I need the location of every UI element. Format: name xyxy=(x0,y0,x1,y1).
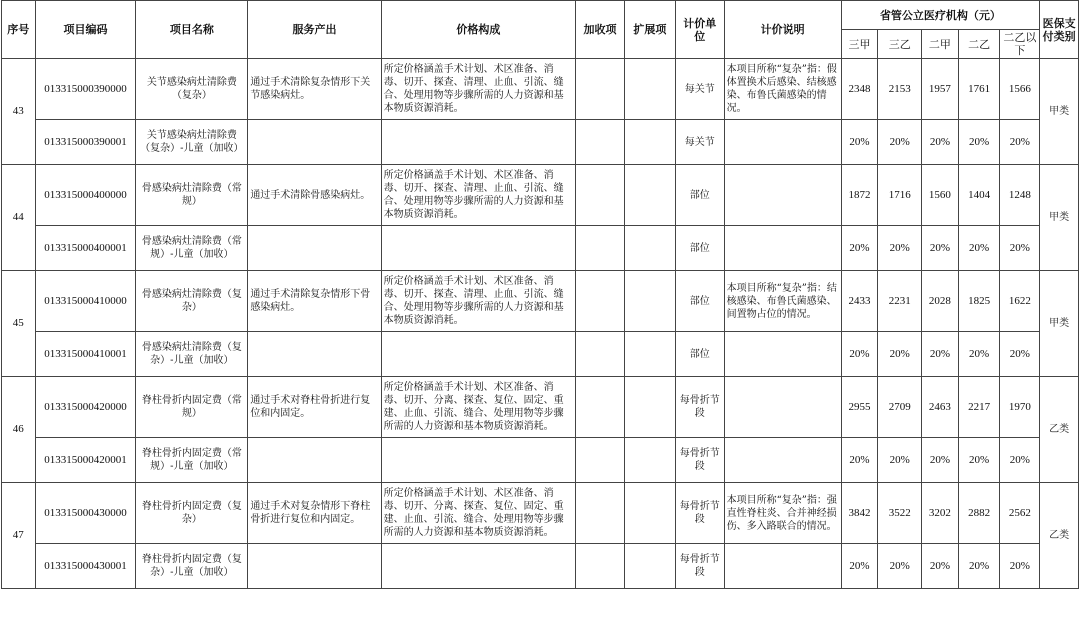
output-cell: 通过手术对脊柱骨折进行复位和内固定。 xyxy=(248,377,381,438)
name-cell: 骨感染病灶清除费（常规） xyxy=(136,165,248,226)
expansion-cell xyxy=(624,544,675,589)
note-cell xyxy=(724,332,841,377)
unit-cell: 部位 xyxy=(675,332,724,377)
code-cell: 013315000420001 xyxy=(35,438,136,483)
code-cell: 013315000400000 xyxy=(35,165,136,226)
unit-cell: 每关节 xyxy=(675,120,724,165)
price-level-4: 20% xyxy=(958,226,1000,271)
unit-cell: 每骨折节段 xyxy=(675,483,724,544)
price-level-2: 20% xyxy=(878,332,922,377)
extra-cell xyxy=(576,483,625,544)
output-cell: 通过手术清除骨感染病灶。 xyxy=(248,165,381,226)
name-cell: 关节感染病灶清除费（复杂）-儿童（加收） xyxy=(136,120,248,165)
price-level-1: 20% xyxy=(841,438,878,483)
header-output: 服务产出 xyxy=(248,1,381,59)
output-cell: 通过手术清除复杂情形下关节感染病灶。 xyxy=(248,59,381,120)
output-cell xyxy=(248,226,381,271)
table-row xyxy=(2,59,1079,120)
name-cell: 骨感染病灶清除费（复杂） xyxy=(136,271,248,332)
price-level-2: 20% xyxy=(878,544,922,589)
header-level-3: 二甲 xyxy=(922,30,959,59)
price-level-4: 2882 xyxy=(958,483,1000,544)
expansion-cell xyxy=(624,438,675,483)
seq-cell: 46 xyxy=(2,377,36,483)
insurance-cell: 乙类 xyxy=(1040,377,1079,483)
header-level-1: 三甲 xyxy=(841,30,878,59)
composition-cell xyxy=(381,120,575,165)
price-level-5: 1970 xyxy=(1000,377,1040,438)
price-level-3: 20% xyxy=(922,120,959,165)
header-level-5: 二乙以下 xyxy=(1000,30,1040,59)
price-level-5: 2562 xyxy=(1000,483,1040,544)
composition-cell xyxy=(381,438,575,483)
code-cell: 013315000430000 xyxy=(35,483,136,544)
table-row xyxy=(2,226,1079,271)
price-level-2: 20% xyxy=(878,120,922,165)
seq-cell: 45 xyxy=(2,271,36,377)
unit-cell: 每骨折节段 xyxy=(675,438,724,483)
price-level-1: 2433 xyxy=(841,271,878,332)
price-level-2: 2231 xyxy=(878,271,922,332)
name-cell: 脊柱骨折内固定费（常规）-儿童（加收） xyxy=(136,438,248,483)
extra-cell xyxy=(576,544,625,589)
header-note: 计价说明 xyxy=(724,1,841,59)
expansion-cell xyxy=(624,226,675,271)
code-cell: 013315000390000 xyxy=(35,59,136,120)
header-row-top xyxy=(2,1,1079,30)
header-insurance: 医保支付类别 xyxy=(1040,1,1079,59)
output-cell xyxy=(248,332,381,377)
extra-cell xyxy=(576,226,625,271)
extra-cell xyxy=(576,438,625,483)
price-level-5: 20% xyxy=(1000,544,1040,589)
price-level-5: 20% xyxy=(1000,226,1040,271)
code-cell: 013315000390001 xyxy=(35,120,136,165)
seq-cell: 47 xyxy=(2,483,36,589)
composition-cell xyxy=(381,226,575,271)
price-level-1: 20% xyxy=(841,226,878,271)
price-level-4: 20% xyxy=(958,120,1000,165)
price-level-3: 2028 xyxy=(922,271,959,332)
header-level-2: 三乙 xyxy=(878,30,922,59)
header-level-4: 二乙 xyxy=(958,30,1000,59)
price-level-4: 2217 xyxy=(958,377,1000,438)
price-level-3: 20% xyxy=(922,226,959,271)
price-level-1: 20% xyxy=(841,120,878,165)
unit-cell: 每关节 xyxy=(675,59,724,120)
price-level-3: 1560 xyxy=(922,165,959,226)
code-cell: 013315000400001 xyxy=(35,226,136,271)
price-level-2: 1716 xyxy=(878,165,922,226)
extra-cell xyxy=(576,271,625,332)
insurance-cell: 甲类 xyxy=(1040,59,1079,165)
expansion-cell xyxy=(624,271,675,332)
name-cell: 脊柱骨折内固定费（复杂）-儿童（加收） xyxy=(136,544,248,589)
table-row xyxy=(2,544,1079,589)
price-level-4: 1404 xyxy=(958,165,1000,226)
expansion-cell xyxy=(624,59,675,120)
code-cell: 013315000430001 xyxy=(35,544,136,589)
table-row xyxy=(2,332,1079,377)
price-level-5: 20% xyxy=(1000,120,1040,165)
unit-cell: 部位 xyxy=(675,165,724,226)
extra-cell xyxy=(576,59,625,120)
header-seq: 序号 xyxy=(2,1,36,59)
unit-cell: 每骨折节段 xyxy=(675,544,724,589)
output-cell xyxy=(248,544,381,589)
unit-cell: 部位 xyxy=(675,271,724,332)
output-cell xyxy=(248,438,381,483)
note-cell: 本项目所称“复杂”指：假体置换术后感染、结核感染、布鲁氏菌感染的情况。 xyxy=(724,59,841,120)
price-level-5: 20% xyxy=(1000,438,1040,483)
name-cell: 骨感染病灶清除费（常规）-儿童（加收） xyxy=(136,226,248,271)
expansion-cell xyxy=(624,165,675,226)
output-cell: 通过手术对复杂情形下脊柱骨折进行复位和内固定。 xyxy=(248,483,381,544)
header-unit: 计价单位 xyxy=(675,1,724,59)
expansion-cell xyxy=(624,120,675,165)
insurance-cell: 甲类 xyxy=(1040,271,1079,377)
expansion-cell xyxy=(624,332,675,377)
code-cell: 013315000420000 xyxy=(35,377,136,438)
price-level-1: 3842 xyxy=(841,483,878,544)
name-cell: 骨感染病灶清除费（复杂）-儿童（加收） xyxy=(136,332,248,377)
price-level-5: 1248 xyxy=(1000,165,1040,226)
composition-cell: 所定价格涵盖手术计划、术区准备、消毒、切开、探查、清理、止血、引流、缝合、处理用物等步骤所需的人力资源和基本物质资源消耗。 xyxy=(381,165,575,226)
price-table xyxy=(1,0,1079,589)
extra-cell xyxy=(576,332,625,377)
table-row xyxy=(2,438,1079,483)
price-level-3: 20% xyxy=(922,544,959,589)
composition-cell: 所定价格涵盖手术计划、术区准备、消毒、切开、分离、探查、复位、固定、重建、止血、引流、缝合、处理用物等步骤所需的人力资源和基本物质资源消耗。 xyxy=(381,377,575,438)
price-level-5: 20% xyxy=(1000,332,1040,377)
header-institutions: 省管公立医疗机构（元） xyxy=(841,1,1040,30)
price-level-4: 1761 xyxy=(958,59,1000,120)
insurance-cell: 甲类 xyxy=(1040,165,1079,271)
note-cell xyxy=(724,377,841,438)
note-cell: 本项目所称“复杂”指：结核感染、布鲁氏菌感染、间置物占位的情况。 xyxy=(724,271,841,332)
name-cell: 关节感染病灶清除费（复杂） xyxy=(136,59,248,120)
note-cell xyxy=(724,165,841,226)
expansion-cell xyxy=(624,377,675,438)
note-cell xyxy=(724,226,841,271)
composition-cell xyxy=(381,332,575,377)
header-expansion: 扩展项 xyxy=(624,1,675,59)
table-row xyxy=(2,483,1079,544)
extra-cell xyxy=(576,377,625,438)
code-cell: 013315000410000 xyxy=(35,271,136,332)
price-level-3: 20% xyxy=(922,438,959,483)
price-level-1: 2348 xyxy=(841,59,878,120)
price-level-3: 1957 xyxy=(922,59,959,120)
seq-cell: 44 xyxy=(2,165,36,271)
price-level-4: 20% xyxy=(958,332,1000,377)
price-level-2: 20% xyxy=(878,438,922,483)
expansion-cell xyxy=(624,483,675,544)
header-code: 项目编码 xyxy=(35,1,136,59)
price-level-1: 1872 xyxy=(841,165,878,226)
unit-cell: 部位 xyxy=(675,226,724,271)
table-row xyxy=(2,120,1079,165)
note-cell xyxy=(724,544,841,589)
header-composition: 价格构成 xyxy=(381,1,575,59)
output-cell: 通过手术清除复杂情形下骨感染病灶。 xyxy=(248,271,381,332)
price-level-2: 20% xyxy=(878,226,922,271)
name-cell: 脊柱骨折内固定费（复杂） xyxy=(136,483,248,544)
price-level-4: 1825 xyxy=(958,271,1000,332)
note-cell xyxy=(724,120,841,165)
price-level-3: 3202 xyxy=(922,483,959,544)
name-cell: 脊柱骨折内固定费（常规） xyxy=(136,377,248,438)
unit-cell: 每骨折节段 xyxy=(675,377,724,438)
insurance-cell: 乙类 xyxy=(1040,483,1079,589)
header-extra: 加收项 xyxy=(576,1,625,59)
price-level-4: 20% xyxy=(958,438,1000,483)
seq-cell: 43 xyxy=(2,59,36,165)
price-level-3: 20% xyxy=(922,332,959,377)
price-level-4: 20% xyxy=(958,544,1000,589)
output-cell xyxy=(248,120,381,165)
price-level-2: 3522 xyxy=(878,483,922,544)
price-level-1: 2955 xyxy=(841,377,878,438)
extra-cell xyxy=(576,120,625,165)
composition-cell: 所定价格涵盖手术计划、术区准备、消毒、切开、探查、清理、止血、引流、缝合、处理用物等步骤所需的人力资源和基本物质资源消耗。 xyxy=(381,59,575,120)
price-level-2: 2709 xyxy=(878,377,922,438)
table-row xyxy=(2,165,1079,226)
composition-cell xyxy=(381,544,575,589)
price-level-5: 1566 xyxy=(1000,59,1040,120)
note-cell xyxy=(724,438,841,483)
price-level-2: 2153 xyxy=(878,59,922,120)
table-row xyxy=(2,377,1079,438)
price-level-1: 20% xyxy=(841,544,878,589)
note-cell: 本项目所称“复杂”指：强直性脊柱炎、合并神经损伤、多入路联合的情况。 xyxy=(724,483,841,544)
price-level-3: 2463 xyxy=(922,377,959,438)
composition-cell: 所定价格涵盖手术计划、术区准备、消毒、切开、分离、探查、复位、固定、重建、止血、引流、缝合、处理用物等步骤所需的人力资源和基本物质资源消耗。 xyxy=(381,483,575,544)
composition-cell: 所定价格涵盖手术计划、术区准备、消毒、切开、探查、清理、止血、引流、缝合、处理用物等步骤所需的人力资源和基本物质资源消耗。 xyxy=(381,271,575,332)
table-row xyxy=(2,271,1079,332)
price-level-5: 1622 xyxy=(1000,271,1040,332)
code-cell: 013315000410001 xyxy=(35,332,136,377)
extra-cell xyxy=(576,165,625,226)
header-name: 项目名称 xyxy=(136,1,248,59)
price-level-1: 20% xyxy=(841,332,878,377)
